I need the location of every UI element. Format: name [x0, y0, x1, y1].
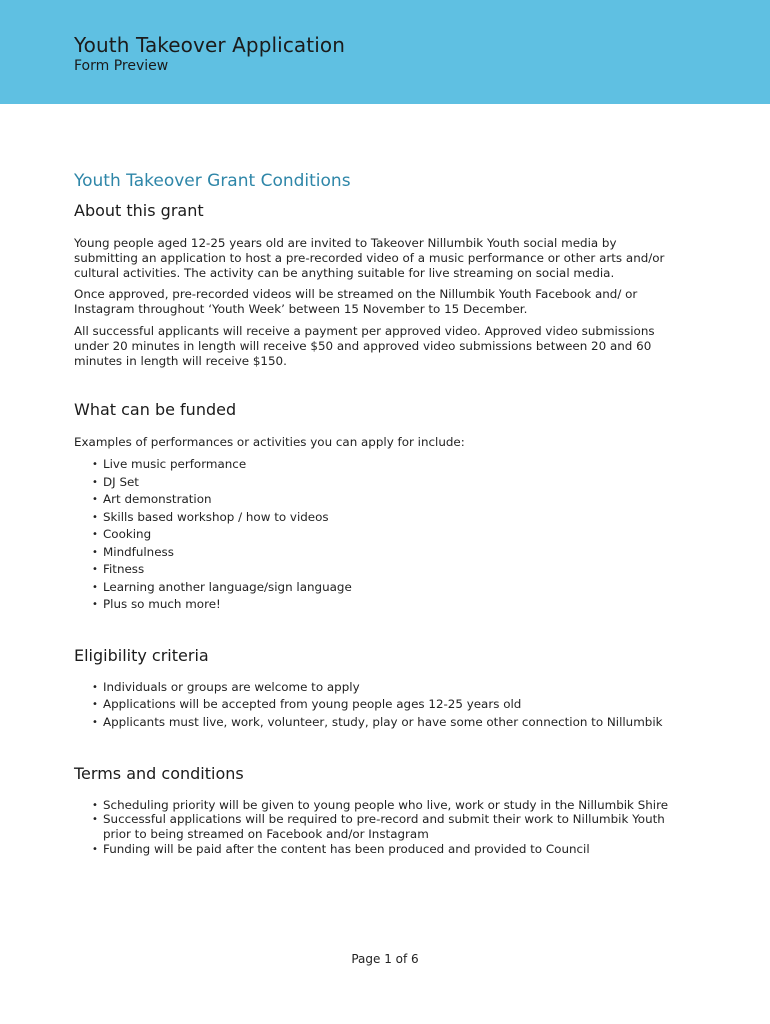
terms-list: [74, 798, 684, 857]
list-item: • Individuals or groups are welcome to apply: [92, 679, 360, 694]
about-heading: About this grant: [74, 201, 204, 220]
list-item: • Skills based workshop / how to videos: [92, 509, 329, 524]
bullet-icon: •: [92, 529, 98, 541]
about-paragraph-1: Young people aged 12-25 years old are invited to Takeover Nillumbik Youth social media by submitting an application to host a pre-recorded video of a music performance or other arts and/or cultural activities. The activity can be anything suitable for live streaming on social media.: [74, 236, 665, 280]
bullet-icon: •: [92, 459, 98, 471]
terms-heading: Terms and conditions: [74, 763, 244, 783]
bullet-icon: •: [92, 681, 98, 693]
bullet-icon: •: [92, 699, 98, 711]
list-item: • Live music performance: [92, 457, 247, 472]
list-item: • Art demonstration: [92, 492, 212, 507]
form-content: [74, 171, 684, 857]
bullet-icon: •: [92, 814, 98, 826]
list-item: • Successful applications will be required to pre-record and submit their work to Nillumbik Youth prior to being streamed on Facebook and/or Instagram: [92, 812, 665, 842]
page-header: [0, 0, 770, 104]
list-item: • Fitness: [92, 562, 145, 577]
list-item: • DJ Set: [92, 474, 139, 489]
bullet-icon: •: [92, 799, 98, 811]
eligibility-heading: Eligibility criteria: [74, 645, 209, 665]
bullet-icon: •: [92, 716, 98, 728]
bullet-icon: •: [92, 511, 98, 523]
bullet-icon: •: [92, 476, 98, 488]
funded-intro: Examples of performances or activities you can apply for include:: [74, 435, 465, 450]
eligibility-list: [74, 680, 684, 730]
bullet-icon: •: [92, 564, 98, 576]
about-paragraph-3: All successful applicants will receive a payment per approved video. Approved video submissions under 20 minutes in length will receive $50 and approved video submissions between 20 and 60 minutes in length will receive $150.: [74, 323, 655, 368]
section-title: Youth Takeover Grant Conditions: [74, 171, 351, 191]
list-item: • Funding will be paid after the content has been produced and provided to Council: [92, 842, 590, 856]
form-title: Youth Takeover Application: [74, 33, 345, 57]
bullet-icon: •: [92, 581, 98, 593]
list-item: • Mindfulness: [92, 544, 174, 559]
list-item: • Applicants must live, work, volunteer, study, play or have some other connection to Nillumbik: [92, 714, 663, 729]
funded-heading: What can be funded: [74, 400, 237, 420]
form-subtitle: Form Preview: [74, 58, 169, 74]
about-paragraph-2: Once approved, pre-recorded videos will be streamed on the Nillumbik Youth Facebook and/ or Instagram throughout ‘Youth Week’ between 15 November to 15 December.: [74, 287, 638, 317]
page-indicator: Page 1 of 6: [351, 952, 419, 966]
list-item: • Plus so much more!: [92, 597, 221, 612]
bullet-icon: •: [92, 844, 98, 855]
list-item: • Applications will be accepted from young people ages 12-25 years old: [92, 697, 522, 712]
bullet-icon: •: [92, 599, 98, 611]
funded-list: [74, 457, 684, 612]
bullet-icon: •: [92, 546, 98, 558]
list-item: • Learning another language/sign language: [92, 579, 352, 594]
bullet-icon: •: [92, 494, 98, 506]
list-item: • Scheduling priority will be given to young people who live, work or study in the Nillumbik Shire: [92, 797, 669, 812]
list-item: • Cooking: [92, 527, 152, 542]
